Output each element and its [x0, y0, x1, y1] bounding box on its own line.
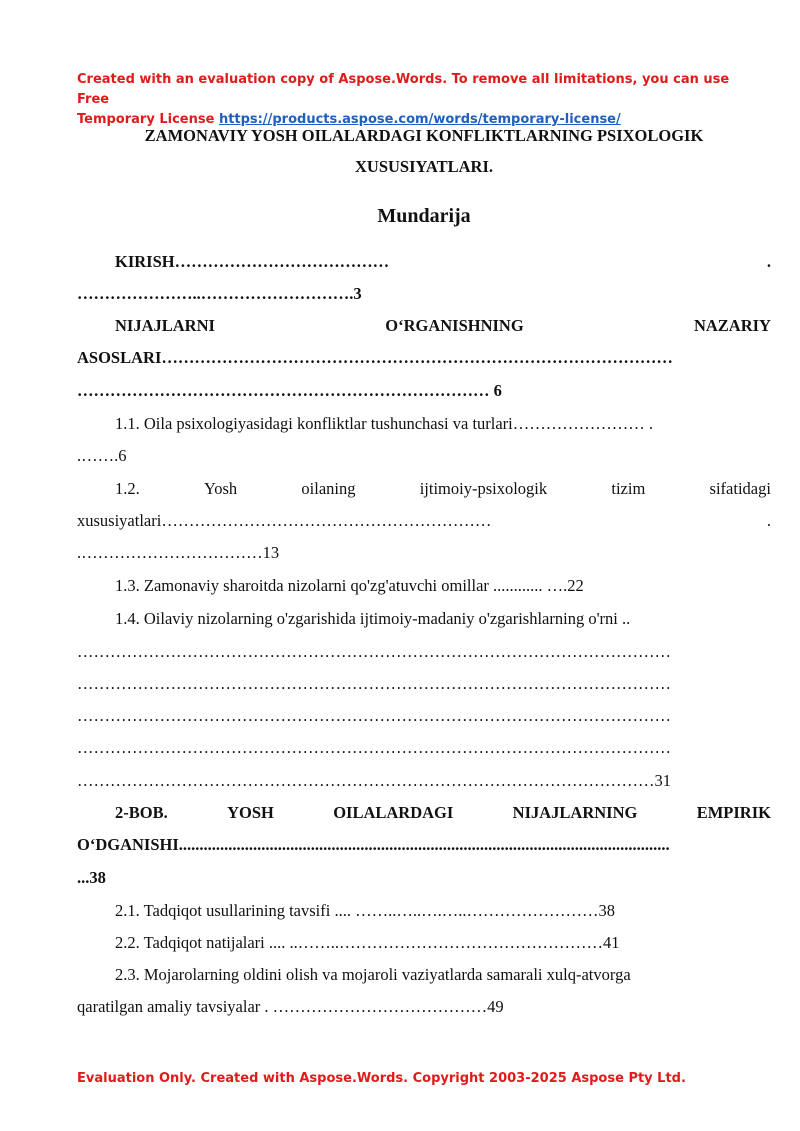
toc-ch2-word: OILALARDAGI — [333, 803, 454, 822]
toc-2-3-line-2: qaratilgan amaliy tavsiyalar . …………………………………49 — [77, 997, 504, 1016]
toc-1-4-page-line: ……………………………………………………………………………………………31 — [77, 771, 671, 790]
toc-1-2-word: sifatidagi — [709, 479, 771, 498]
toc-ch1-line-3: ………………………………………………………………… 6 — [77, 381, 502, 400]
toc-entry-2-3: 2.3. Mojarolarning oldini olish va mojaroli vaziyatlarda samarali xulq-atvorga — [115, 965, 631, 984]
contents-heading: Mundarija — [377, 205, 471, 227]
toc-entry-2-1: 2.1. Tadqiqot usullarining tavsifi .... ……..…..….…..……………………38 — [115, 901, 615, 920]
toc-1-2-word: oilaning — [301, 479, 356, 498]
toc-1-2-line-2 — [77, 505, 771, 537]
toc-entry-1-1: 1.1. Oila psixologiyasidagi konfliktlar tushunchasi va turlari…………………… . — [115, 414, 654, 433]
toc-kirish-page-line: …………………..……………………….3 — [77, 284, 362, 303]
toc-1-2-word: 1.2. — [115, 479, 140, 498]
toc-ch1-line-2: ASOSLARI………………………………………………………………………………… — [77, 348, 673, 367]
document-title-line-2: XUSUSIYATLARI. — [354, 157, 493, 176]
toc-ch1-word: O‘RGANISHNING — [385, 316, 524, 335]
toc-1-4-leader-line: ……………………………………………………………………………………………… — [77, 642, 671, 661]
toc-entry-1-2 — [77, 473, 771, 505]
toc-entry-1-4: 1.4. Oilaviy nizolarning o'zgarishida ijtimoiy-madaniy o'zgarishlarning o'rni .. — [115, 609, 631, 628]
toc-ch2-word: NIJAJLARNING — [512, 803, 638, 822]
toc-entry-2-2: 2.2. Tadqiqot natijalari .... ..……..…………………………………………41 — [115, 933, 620, 952]
toc-1-4-leader-line: ……………………………………………………………………………………………… — [77, 674, 671, 693]
toc-kirish-label: KIRISH………………………………… — [115, 252, 390, 271]
toc-1-2-word: Yosh — [203, 479, 238, 498]
watermark-license-text: Temporary License — [77, 112, 219, 127]
toc-1-2-word: ijtimoiy-psixologik — [419, 479, 548, 498]
temporary-license-link[interactable]: https://products.aspose.com/words/temporary-license/ — [218, 112, 621, 127]
toc-ch1-word: NAZARIY — [693, 316, 771, 335]
evaluation-watermark-bottom: Evaluation Only. Created with Aspose.Words. Copyright 2003-2025 Aspose Pty Ltd. — [77, 1071, 686, 1086]
toc-1-1-page-line: .…….6 — [77, 446, 127, 465]
toc-1-2-line-2-text: xususiyatlari…………………………………………………… — [77, 511, 492, 530]
toc-ch2-word: YOSH — [227, 803, 274, 822]
toc-entry-chapter-1 — [77, 310, 771, 342]
toc-1-4-leader-line: ……………………………………………………………………………………………… — [77, 738, 671, 757]
toc-1-2-line-2-dot: . — [766, 511, 771, 530]
toc-kirish-dot: . — [766, 252, 771, 271]
toc-ch1-word: NIJAJLARNI — [115, 316, 215, 335]
toc-entry-1-3: 1.3. Zamonaviy sharoitda nizolarni qo'zg'atuvchi omillar ............ ….22 — [115, 576, 584, 595]
toc-1-4-leader-line: ……………………………………………………………………………………………… — [77, 706, 671, 725]
document-title-line-1: ZAMONAVIY YOSH OILALARDAGI KONFLIKTLARNING PSIXOLOGIK — [144, 126, 704, 145]
toc-entry-chapter-2 — [77, 797, 771, 829]
toc-ch2-line-2: O‘DGANISHI....................................................................................................................... — [77, 835, 670, 854]
toc-ch2-word: EMPIRIK — [696, 803, 771, 822]
toc-ch2-page-line: ...38 — [77, 868, 106, 887]
toc-ch2-word: 2-BOB. — [115, 803, 168, 822]
toc-1-2-page-line: .……………………………13 — [77, 543, 280, 562]
toc-entry-kirish — [77, 246, 771, 278]
toc-1-2-word: tizim — [611, 479, 646, 498]
watermark-line-1: Created with an evaluation copy of Aspose.Words. To remove all limitations, you can use Free — [77, 72, 730, 107]
